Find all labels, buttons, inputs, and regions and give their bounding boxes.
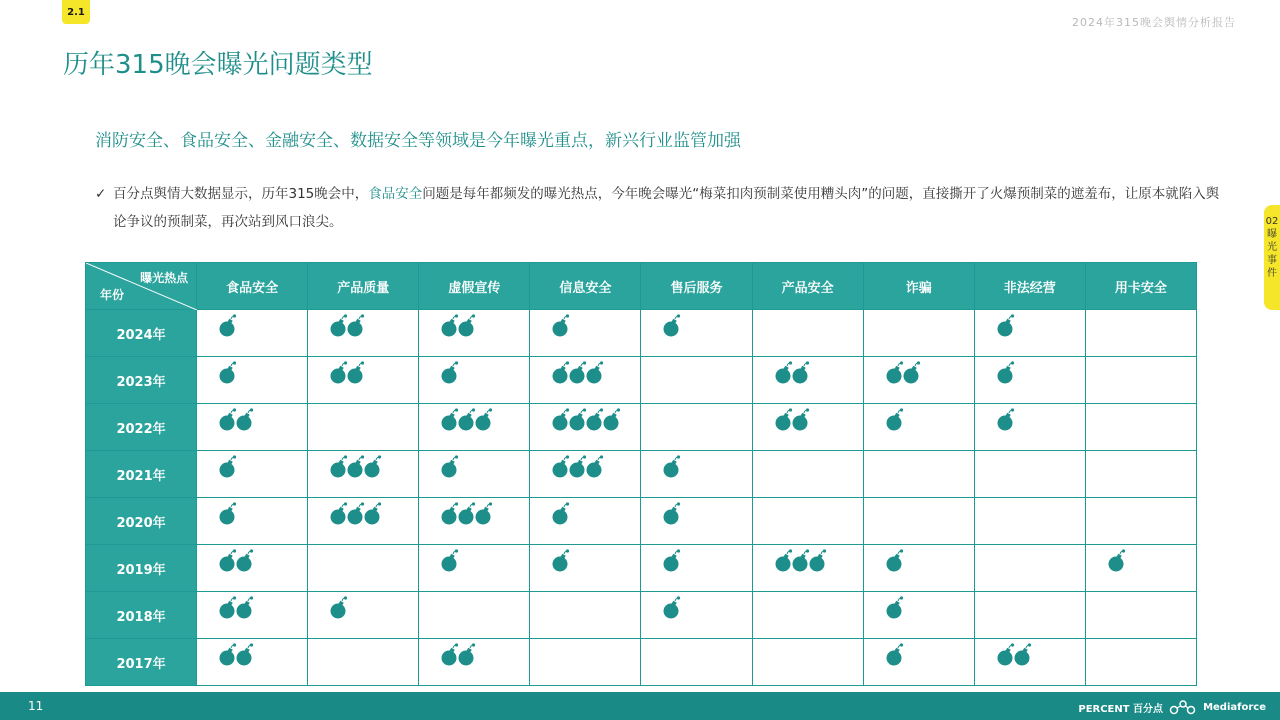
- bomb-icon: [458, 314, 477, 338]
- count-cell: [530, 357, 641, 404]
- bomb-group: [663, 502, 680, 526]
- bomb-group: [219, 314, 236, 338]
- column-header: 信息安全: [530, 263, 641, 310]
- count-cell: [419, 639, 530, 686]
- bomb-group: [775, 408, 809, 432]
- bomb-icon: [441, 361, 460, 385]
- count-cell: [530, 451, 641, 498]
- brand-mediaforce: Mediaforce: [1203, 701, 1266, 713]
- bomb-group: [330, 361, 364, 385]
- column-header: 诈骗: [863, 263, 974, 310]
- count-cell: [752, 592, 863, 639]
- count-cell: [530, 545, 641, 592]
- bomb-group: [552, 314, 569, 338]
- count-cell: [641, 545, 752, 592]
- count-cell: [530, 404, 641, 451]
- bomb-icon: [236, 408, 255, 432]
- count-cell: [641, 639, 752, 686]
- count-cell: [308, 451, 419, 498]
- count-cell: [863, 357, 974, 404]
- bullet-text-before: 百分点舆情大数据显示，历年315晚会中，: [113, 186, 369, 202]
- count-cell: [308, 545, 419, 592]
- count-cell: [419, 404, 530, 451]
- bomb-icon: [236, 549, 255, 573]
- bomb-group: [886, 549, 903, 573]
- side-tab-number: 02: [1265, 216, 1279, 227]
- page-number: 11: [28, 699, 44, 713]
- count-cell: [308, 498, 419, 545]
- bomb-icon: [364, 502, 383, 526]
- count-cell: [863, 404, 974, 451]
- bomb-icon: [441, 549, 460, 573]
- bomb-group: [997, 408, 1014, 432]
- count-cell: [974, 498, 1085, 545]
- column-header: 用卡安全: [1085, 263, 1196, 310]
- count-cell: [530, 639, 641, 686]
- section-badge: 2.1: [62, 0, 90, 24]
- bomb-group: [330, 314, 364, 338]
- table-row: [86, 404, 1197, 451]
- brand-logos: [1078, 698, 1266, 716]
- footer-bar: [0, 692, 1280, 720]
- count-cell: [419, 451, 530, 498]
- count-cell: [197, 451, 308, 498]
- bomb-icon: [997, 314, 1016, 338]
- count-cell: [1085, 357, 1196, 404]
- count-cell: [752, 639, 863, 686]
- bomb-group: [441, 361, 458, 385]
- bomb-icon: [552, 549, 571, 573]
- bomb-icon: [441, 455, 460, 479]
- table-row: [86, 498, 1197, 545]
- bomb-group: [330, 502, 381, 526]
- count-cell: [974, 639, 1085, 686]
- bomb-icon: [219, 502, 238, 526]
- bomb-icon: [792, 361, 811, 385]
- exposure-table: [85, 262, 1197, 686]
- bomb-group: [441, 455, 458, 479]
- corner-top-label: 曝光热点: [140, 271, 189, 285]
- count-cell: [1085, 310, 1196, 357]
- count-cell: [419, 310, 530, 357]
- bomb-icon: [1014, 643, 1033, 667]
- count-cell: [530, 498, 641, 545]
- bomb-icon: [219, 361, 238, 385]
- count-cell: [752, 310, 863, 357]
- bomb-group: [997, 314, 1014, 338]
- table-row: [86, 451, 1197, 498]
- bomb-icon: [792, 408, 811, 432]
- subtitle: 消防安全、食品安全、金融安全、数据安全等领域是今年曝光重点，新兴行业监管加强: [95, 131, 741, 151]
- column-header: 虚假宣传: [419, 263, 530, 310]
- count-cell: [863, 498, 974, 545]
- count-cell: [530, 592, 641, 639]
- column-header: 非法经营: [974, 263, 1085, 310]
- bomb-icon: [663, 596, 682, 620]
- count-cell: [419, 545, 530, 592]
- bomb-group: [886, 361, 920, 385]
- column-header: 售后服务: [641, 263, 752, 310]
- count-cell: [974, 404, 1085, 451]
- check-icon: ✓: [95, 186, 107, 202]
- count-cell: [752, 498, 863, 545]
- table-body: [86, 310, 1197, 686]
- table-row: [86, 545, 1197, 592]
- count-cell: [974, 357, 1085, 404]
- bomb-group: [330, 596, 347, 620]
- bomb-group: [1108, 549, 1125, 573]
- brand-percent: PERCENT 百分点: [1078, 703, 1164, 715]
- bomb-icon: [663, 455, 682, 479]
- year-cell: 2018年: [86, 592, 197, 639]
- column-header: 食品安全: [197, 263, 308, 310]
- count-cell: [863, 310, 974, 357]
- count-cell: [197, 404, 308, 451]
- count-cell: [641, 357, 752, 404]
- bomb-icon: [603, 408, 622, 432]
- count-cell: [197, 357, 308, 404]
- bullet-highlight: 食品安全: [368, 186, 423, 202]
- count-cell: [641, 451, 752, 498]
- bomb-group: [775, 361, 809, 385]
- count-cell: [197, 639, 308, 686]
- bomb-icon: [886, 408, 905, 432]
- bomb-group: [663, 596, 680, 620]
- count-cell: [974, 592, 1085, 639]
- count-cell: [863, 639, 974, 686]
- bomb-group: [441, 549, 458, 573]
- count-cell: [419, 592, 530, 639]
- count-cell: [863, 545, 974, 592]
- year-cell: 2024年: [86, 310, 197, 357]
- bomb-group: [997, 643, 1031, 667]
- count-cell: [530, 310, 641, 357]
- bomb-group: [219, 455, 236, 479]
- bomb-group: [775, 549, 826, 573]
- bomb-icon: [219, 314, 238, 338]
- molecule-logo-icon: [1169, 698, 1197, 716]
- bomb-icon: [663, 549, 682, 573]
- count-cell: [752, 545, 863, 592]
- bomb-group: [441, 314, 475, 338]
- count-cell: [197, 545, 308, 592]
- bomb-icon: [236, 596, 255, 620]
- bomb-group: [219, 408, 253, 432]
- bomb-group: [886, 408, 903, 432]
- bomb-group: [330, 455, 381, 479]
- year-cell: 2022年: [86, 404, 197, 451]
- bomb-group: [552, 455, 603, 479]
- bomb-group: [663, 455, 680, 479]
- bomb-group: [552, 361, 603, 385]
- bomb-icon: [552, 314, 571, 338]
- bomb-group: [441, 502, 492, 526]
- bomb-group: [219, 502, 236, 526]
- bomb-group: [219, 643, 253, 667]
- table-row: [86, 592, 1197, 639]
- count-cell: [197, 498, 308, 545]
- count-cell: [641, 310, 752, 357]
- side-tab-label: 曝 光 事 件: [1267, 229, 1277, 279]
- count-cell: [752, 404, 863, 451]
- bomb-group: [663, 314, 680, 338]
- count-cell: [974, 545, 1085, 592]
- year-cell: 2019年: [86, 545, 197, 592]
- count-cell: [419, 357, 530, 404]
- bomb-icon: [1108, 549, 1127, 573]
- bomb-group: [219, 361, 236, 385]
- table-corner-cell: [86, 263, 197, 310]
- bomb-icon: [997, 408, 1016, 432]
- table-row: [86, 639, 1197, 686]
- bomb-icon: [663, 314, 682, 338]
- count-cell: [863, 592, 974, 639]
- page-title: 历年315晚会曝光问题类型: [63, 50, 373, 80]
- bomb-icon: [475, 502, 494, 526]
- bomb-group: [886, 643, 903, 667]
- bomb-group: [552, 549, 569, 573]
- bomb-icon: [347, 361, 366, 385]
- count-cell: [641, 404, 752, 451]
- count-cell: [1085, 498, 1196, 545]
- bomb-group: [552, 408, 620, 432]
- count-cell: [974, 310, 1085, 357]
- bomb-icon: [663, 502, 682, 526]
- bomb-group: [886, 596, 903, 620]
- count-cell: [308, 357, 419, 404]
- count-cell: [308, 310, 419, 357]
- count-cell: [1085, 639, 1196, 686]
- bomb-group: [997, 361, 1014, 385]
- bomb-group: [663, 549, 680, 573]
- count-cell: [1085, 404, 1196, 451]
- year-cell: 2021年: [86, 451, 197, 498]
- count-cell: [1085, 545, 1196, 592]
- count-cell: [197, 310, 308, 357]
- bomb-icon: [809, 549, 828, 573]
- bomb-icon: [886, 596, 905, 620]
- table-row: [86, 310, 1197, 357]
- year-cell: 2023年: [86, 357, 197, 404]
- bomb-group: [219, 596, 253, 620]
- column-header: 产品质量: [308, 263, 419, 310]
- count-cell: [419, 498, 530, 545]
- count-cell: [1085, 451, 1196, 498]
- count-cell: [641, 592, 752, 639]
- bomb-group: [552, 502, 569, 526]
- year-cell: 2017年: [86, 639, 197, 686]
- table-header-row: [86, 263, 1197, 310]
- count-cell: [752, 357, 863, 404]
- report-title: 2024年315晚会舆情分析报告: [1072, 16, 1236, 29]
- count-cell: [752, 451, 863, 498]
- count-cell: [308, 639, 419, 686]
- bomb-icon: [364, 455, 383, 479]
- bomb-icon: [586, 455, 605, 479]
- bomb-icon: [997, 361, 1016, 385]
- bomb-icon: [458, 643, 477, 667]
- side-tab[interactable]: [1264, 205, 1280, 310]
- bomb-icon: [219, 455, 238, 479]
- bomb-icon: [552, 502, 571, 526]
- bomb-icon: [886, 549, 905, 573]
- bomb-group: [219, 549, 253, 573]
- count-cell: [1085, 592, 1196, 639]
- count-cell: [308, 592, 419, 639]
- bullet-paragraph: [95, 180, 1220, 236]
- count-cell: [197, 592, 308, 639]
- bomb-icon: [475, 408, 494, 432]
- column-header: 产品安全: [752, 263, 863, 310]
- bomb-group: [441, 408, 492, 432]
- bullet-text-after: 问题是每年都频发的曝光热点，今年晚会曝光“梅菜扣肉预制菜使用糟头肉”的问题，直接撕开了火爆预制菜的遮羞布，让原本就陷入舆论争议的预制菜，再次站到风口浪尖。: [113, 186, 1220, 230]
- bomb-icon: [236, 643, 255, 667]
- count-cell: [308, 404, 419, 451]
- bomb-icon: [886, 643, 905, 667]
- count-cell: [974, 451, 1085, 498]
- table-row: [86, 357, 1197, 404]
- year-cell: 2020年: [86, 498, 197, 545]
- count-cell: [863, 451, 974, 498]
- count-cell: [641, 498, 752, 545]
- bomb-icon: [586, 361, 605, 385]
- corner-bottom-label: 年份: [100, 288, 125, 302]
- bomb-group: [441, 643, 475, 667]
- bomb-icon: [330, 596, 349, 620]
- bomb-icon: [903, 361, 922, 385]
- bomb-icon: [347, 314, 366, 338]
